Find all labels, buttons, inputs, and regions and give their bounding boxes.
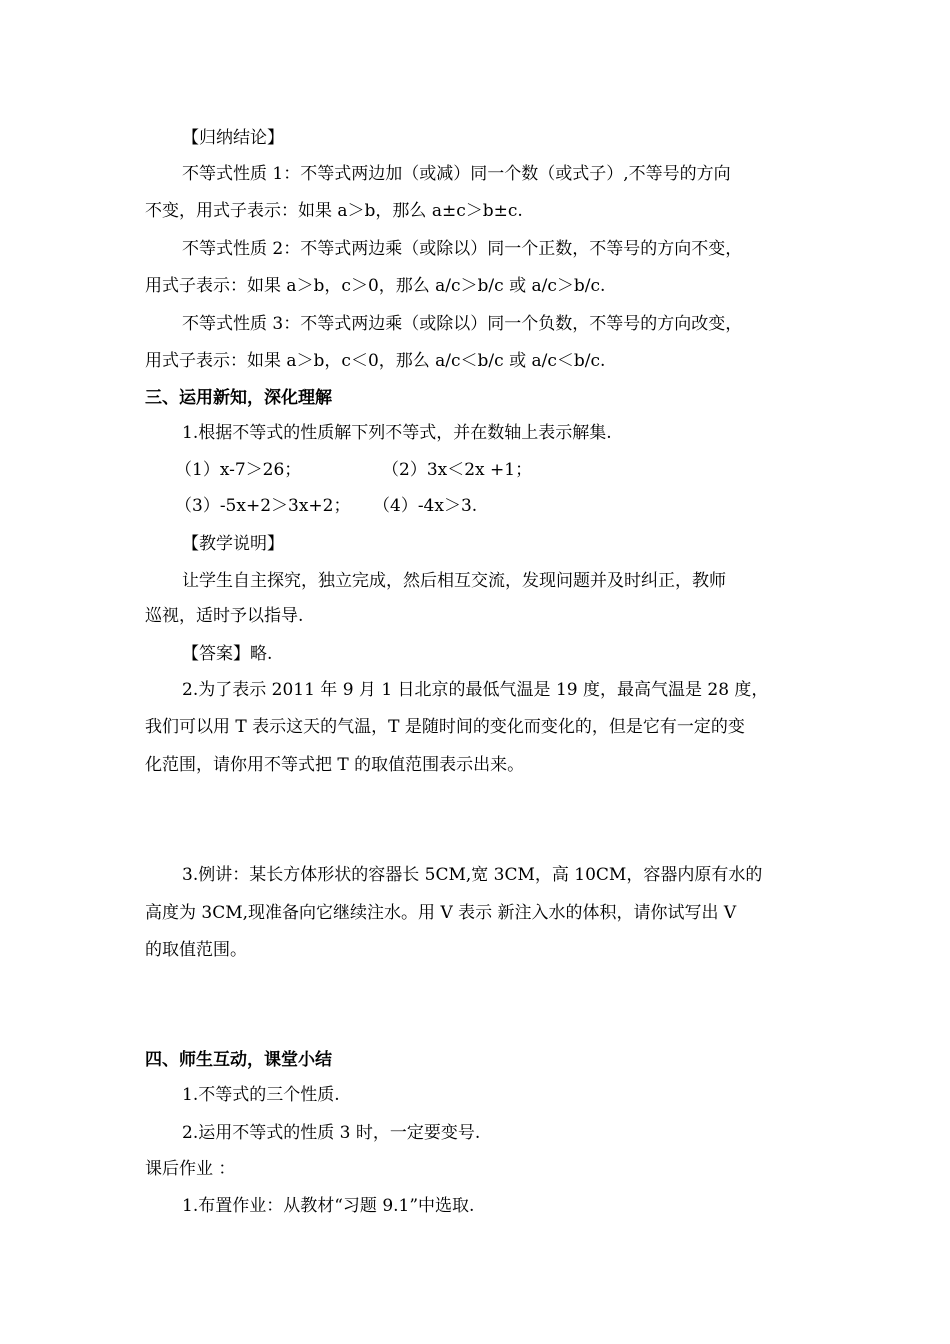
question2-line3: 化范围，请你用不等式把 T 的取值范围表示出来。 xyxy=(145,755,525,775)
question3-line2: 高度为 3CM,现准备向它继续注水。用 V 表示 新注入水的体积，请你试写出 V xyxy=(145,903,737,923)
property1-line2: 不变，用式子表示：如果 a＞b，那么 a±c＞b±c. xyxy=(145,201,523,221)
answer-line: 【答案】略. xyxy=(182,644,273,664)
homework-heading: 课后作业 ： xyxy=(145,1159,236,1179)
question2-line1: 2.为了表示 2011 年 9 月 1 日北京的最低气温是 19 度，最高气温是 28 度， xyxy=(182,680,769,700)
summary-item1: 1.不等式的三个性质. xyxy=(182,1085,340,1105)
question2-line2: 我们可以用 T 表示这天的气温，T 是随时间的变化而变化的，但是它有一定的变 xyxy=(145,717,745,737)
section4-heading: 四、师生互动，课堂小结 xyxy=(145,1050,332,1070)
property3-line2: 用式子表示：如果 a＞b，c＜0，那么 a/c＜b/c 或 a/c＜b/c. xyxy=(145,351,606,371)
teaching-note-heading: 【教学说明】 xyxy=(182,534,284,554)
conclusion-heading: 【归纳结论】 xyxy=(182,128,284,148)
question1-part4: （4）-4x＞3. xyxy=(373,496,478,516)
question1-part1: （1）x-7＞26； xyxy=(175,460,302,480)
summary-item2: 2.运用不等式的性质 3 时，一定要变号. xyxy=(182,1123,481,1143)
property2-line2: 用式子表示：如果 a＞b，c＞0，那么 a/c＞b/c 或 a/c＞b/c. xyxy=(145,276,606,296)
teaching-note-line1: 让学生自主探究，独立完成，然后相互交流，发现问题并及时纠正，教师 xyxy=(182,571,726,591)
section3-heading: 三、运用新知，深化理解 xyxy=(145,388,332,408)
question1: 1.根据不等式的性质解下列不等式，并在数轴上表示解集. xyxy=(182,423,612,443)
property3-line1: 不等式性质 3：不等式两边乘（或除以）同一个负数，不等号的方向改变， xyxy=(182,314,743,334)
question1-part2: （2）3x＜2x +1； xyxy=(382,460,533,480)
question3-line1: 3.例讲：某长方体形状的容器长 5CM,宽 3CM，高 10CM，容器内原有水的 xyxy=(182,865,763,885)
property1-line1: 不等式性质 1：不等式两边加（或减）同一个数（或式子）,不等号的方向 xyxy=(182,164,731,184)
homework-item1: 1.布置作业：从教材“习题 9.1”中选取. xyxy=(182,1196,475,1216)
question3-line3: 的取值范围。 xyxy=(145,940,247,960)
property2-line1: 不等式性质 2：不等式两边乘（或除以）同一个正数，不等号的方向不变， xyxy=(182,239,743,259)
question1-part3: （3）-5x+2＞3x+2； xyxy=(175,496,351,516)
teaching-note-line2: 巡视，适时予以指导. xyxy=(145,606,304,626)
